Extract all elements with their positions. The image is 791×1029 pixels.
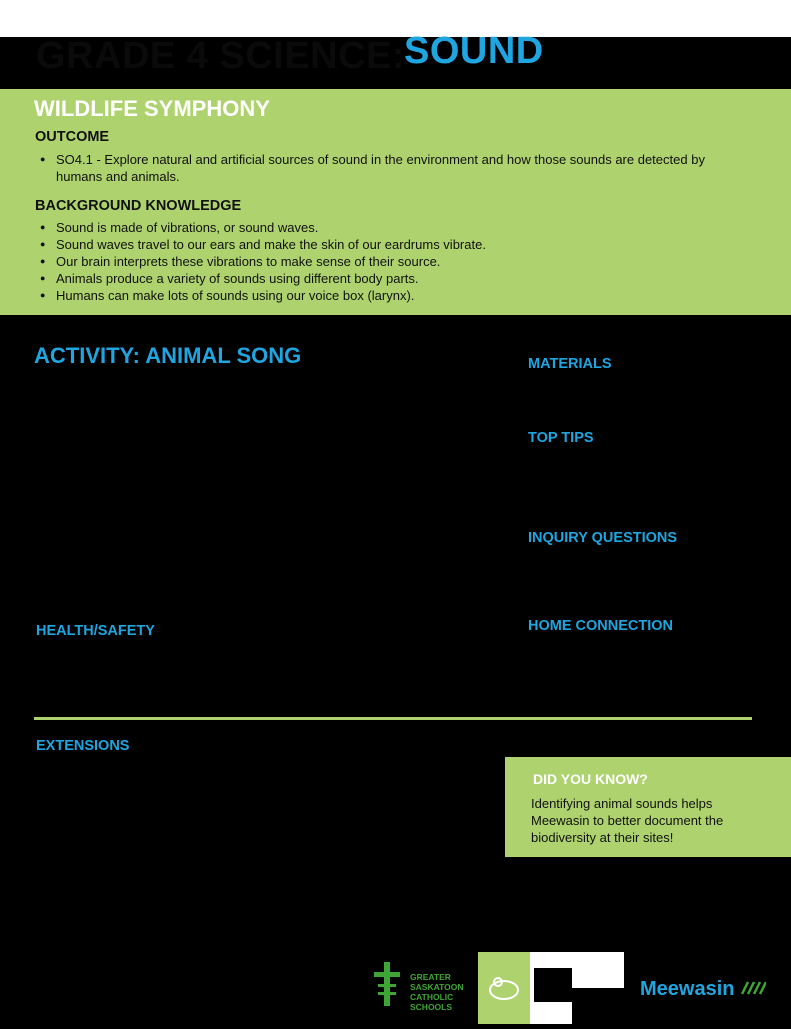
waves-icon [740, 980, 766, 996]
background-item: ● Humans can make lots of sounds using our voice box (larynx). [40, 287, 730, 304]
school-logo-line: SASKATOON [410, 982, 464, 992]
background-item: ● Sound waves travel to our ears and make the skin of our eardrums vibrate. [40, 236, 730, 253]
header-prefix: GRADE 4 SCIENCE: [36, 35, 406, 77]
outcome-list [40, 151, 730, 185]
home-connection-heading: HOME CONNECTION [528, 618, 673, 634]
school-logo [370, 960, 465, 1010]
activity-title: ACTIVITY: ANIMAL SONG [34, 343, 302, 368]
health-safety-heading: HEALTH/SAFETY [36, 623, 155, 639]
section-divider [34, 717, 752, 720]
outcome-heading: OUTCOME [35, 129, 110, 145]
did-you-know-title: DID YOU KNOW? [533, 771, 648, 787]
outcome-item: ● SO4.1 - Explore natural and artificial sources of sound in the environment and how those sounds are detected by humans and animals. [40, 151, 730, 185]
school-logo-text [410, 972, 470, 1012]
top-white-strip [0, 0, 791, 37]
did-you-know-text: Identifying animal sounds helps Meewasin to better document the biodiversity at their sites! [531, 796, 724, 845]
meewasin-logo [640, 978, 766, 1001]
school-logo-line: GREATER [410, 972, 451, 982]
background-list [40, 219, 730, 304]
background-item: ● Animals produce a variety of sounds using different body parts. [40, 270, 730, 287]
school-logo-line: SCHOOLS [410, 1002, 453, 1012]
background-item: ● Our brain interprets these vibrations to make sense of their source. [40, 253, 730, 270]
cross-icon [370, 960, 404, 1008]
meewasin-logo-text: Meewasin [640, 978, 735, 1000]
materials-heading: MATERIALS [528, 356, 612, 372]
partner-logo-icon [478, 952, 624, 1024]
extensions-heading: EXTENSIONS [36, 738, 130, 754]
background-item: ● Sound is made of vibrations, or sound waves. [40, 219, 730, 236]
partner-logo [478, 952, 624, 1024]
inquiry-heading: INQUIRY QUESTIONS [528, 530, 678, 546]
did-you-know-box [505, 757, 791, 857]
header-title: SOUND [404, 30, 544, 72]
intro-title: WILDLIFE SYMPHONY [34, 96, 270, 121]
background-heading: BACKGROUND KNOWLEDGE [35, 198, 242, 214]
top-tips-heading: TOP TIPS [528, 430, 594, 446]
school-logo-line: CATHOLIC [410, 992, 454, 1002]
